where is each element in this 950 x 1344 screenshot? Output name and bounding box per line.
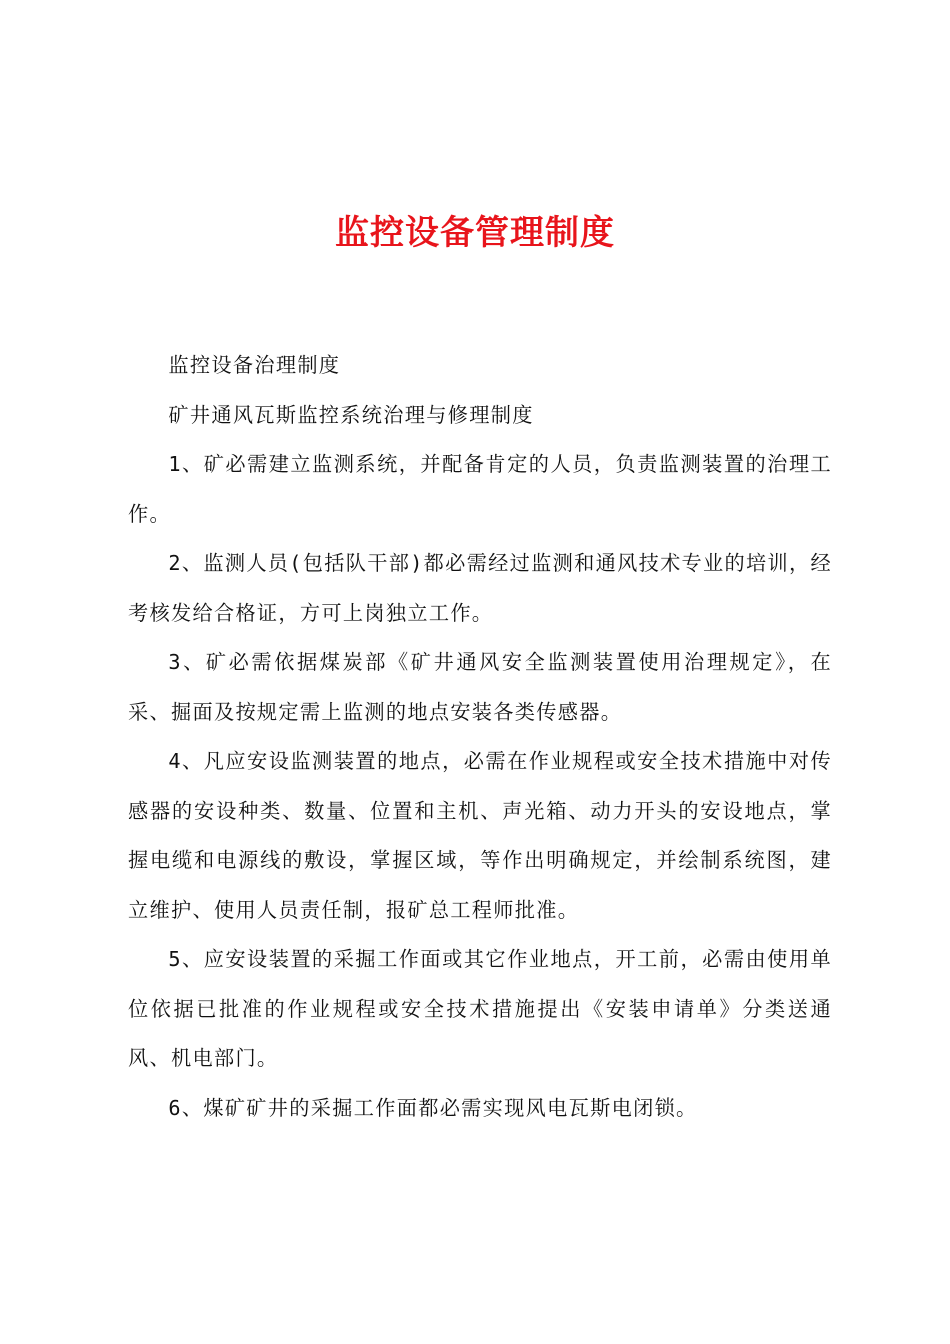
document-body bbox=[128, 341, 832, 1133]
paragraph-item-3: 3、矿必需依据煤炭部《矿井通风安全监测装置使用治理规定》，在采、掘面及按规定需上监测的地点安装各类传感器。 bbox=[128, 650, 832, 724]
paragraph-heading-1: 监控设备治理制度 bbox=[168, 353, 341, 377]
paragraph-heading-2: 矿井通风瓦斯监控系统治理与修理制度 bbox=[168, 402, 534, 427]
paragraph-item-4: 4、凡应安设监测装置的地点，必需在作业规程或安全技术措施中对传感器的安设种类、数量、位置和主机、声光箱、动力开头的安设地点，掌握电缆和电源线的敷设，掌握区域，等作出明确规定，并绘制系统图，建立维护、使用人员责任制，报矿总工程师批准。 bbox=[128, 749, 832, 922]
document-title: 监控设备管理制度 bbox=[335, 213, 615, 253]
paragraph-item-1: 1、矿必需建立监测系统，并配备肯定的人员，负责监测装置的治理工作。 bbox=[128, 452, 832, 526]
paragraph-item-6: 6、煤矿矿井的采掘工作面都必需实现风电瓦斯电闭锁。 bbox=[168, 1095, 698, 1120]
paragraph-item-2: 2、监测人员(包括队干部)都必需经过监测和通风技术专业的培训，经考核发给合格证，方可上岗独立工作。 bbox=[128, 551, 832, 625]
paragraph-item-5: 5、应安设装置的采掘工作面或其它作业地点，开工前，必需由使用单位依据已批准的作业规程或安全技术措施提出《安装申请单》分类送通风、机电部门。 bbox=[128, 947, 832, 1070]
